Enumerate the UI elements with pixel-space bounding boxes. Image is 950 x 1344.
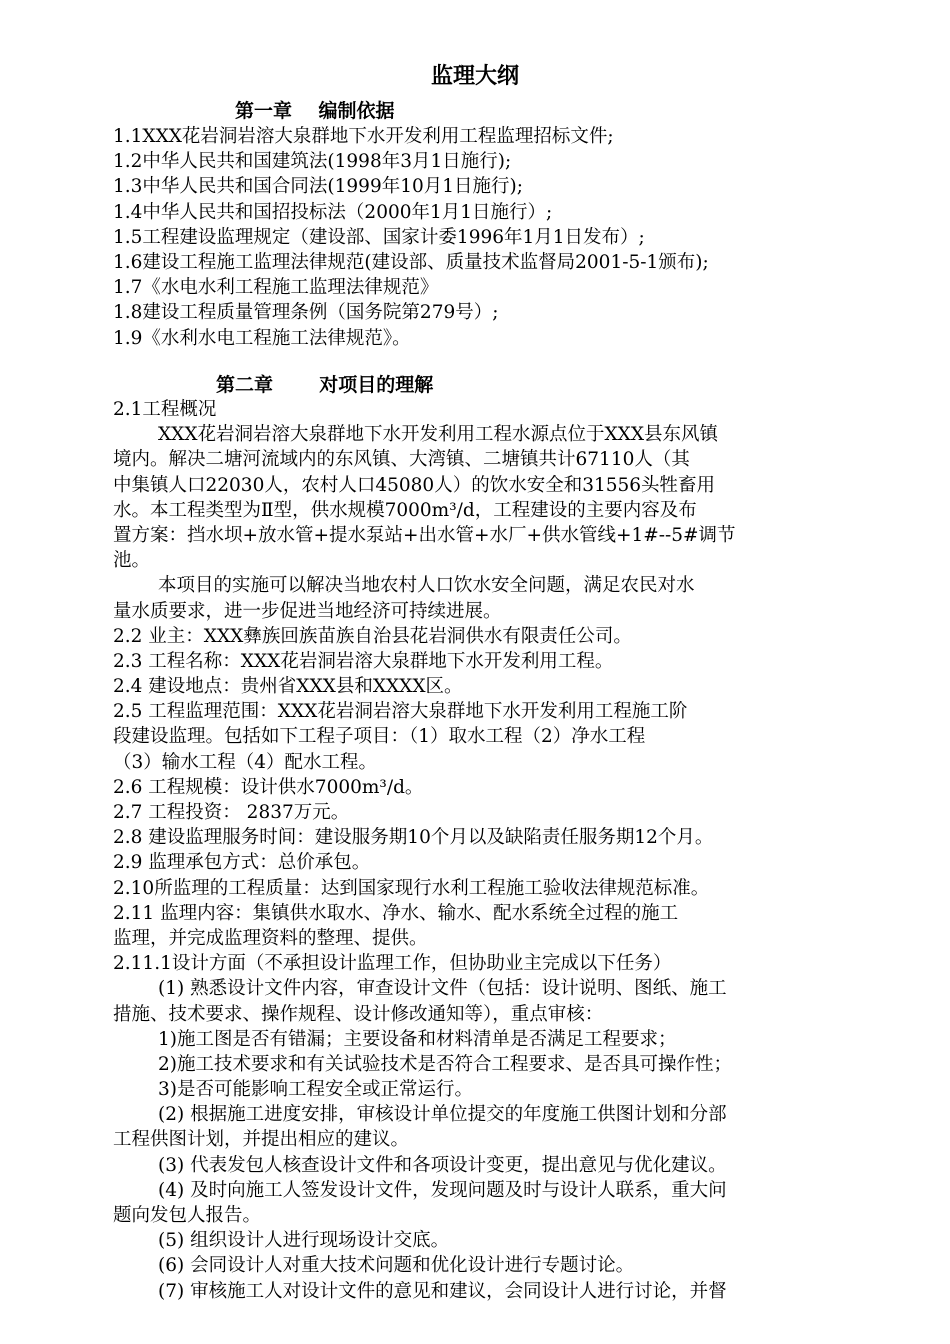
list-item: 1.1XXX花岩洞岩溶大泉群地下水开发利用工程监理招标文件; <box>113 126 614 147</box>
paragraph-line: 本项目的实施可以解决当地农村人口饮水安全问题，满足农民对水 <box>158 575 695 597</box>
paragraph-line: 段建设监理。包括如下工程子项目：（1）取水工程（2）净水工程 <box>113 726 646 748</box>
paragraph-line: 工程供图计划，并提出相应的建议。 <box>113 1129 410 1151</box>
paragraph-line: 2.1工程概况 <box>113 399 217 420</box>
paragraph-line: 2.10所监理的工程质量：达到国家现行水利工程施工验收法律规范标准。 <box>113 877 710 899</box>
paragraph-line: 3)是否可能影响工程安全或正常运行。 <box>158 1079 473 1101</box>
paragraph-line: 2.8 建设监理服务时间：建设服务期10个月以及缺陷责任服务期12个月。 <box>113 827 714 849</box>
chapter-1-heading: 第一章 编制依据 <box>235 100 395 122</box>
chapter-1-list <box>113 124 853 351</box>
list-item: 1.3中华人民共和国合同法(1999年10月1日施行); <box>113 176 523 198</box>
paragraph-line: (3) 代表发包人核查设计文件和各项设计变更，提出意见与优化建议。 <box>158 1154 727 1176</box>
paragraph-line: 2.11 监理内容：集镇供水取水、净水、输水、配水系统全过程的施工 <box>113 902 679 924</box>
paragraph-line: 水。本工程类型为Ⅱ型，供水规模7000m³/d，工程建设的主要内容及布 <box>113 499 697 521</box>
list-item: 1.8建设工程质量管理条例（国务院第279号）; <box>113 302 499 324</box>
paragraph-line: 1)施工图是否有错漏；主要设备和材料清单是否满足工程要求； <box>158 1028 677 1050</box>
paragraph-line: 池。 <box>113 550 151 572</box>
paragraph-line: (6) 会同设计人对重大技术问题和优化设计进行专题讨论。 <box>158 1255 635 1277</box>
paragraph-line: 境内。解决二塘河流域内的东风镇、大湾镇、二塘镇共计67110人（其 <box>113 449 690 471</box>
paragraph-line: 2.5 工程监理范围：XXX花岩洞岩溶大泉群地下水开发利用工程施工阶 <box>113 701 688 723</box>
paragraph-line: 2.11.1设计方面（不承担设计监理工作，但协助业主完成以下任务） <box>113 953 672 975</box>
paragraph-line: 2.6 工程规模：设计供水7000m³/d。 <box>113 776 424 798</box>
paragraph-line: （3）输水工程（4）配水工程。 <box>113 751 378 773</box>
paragraph-line: (1) 熟悉设计文件内容，审查设计文件（包括：设计说明、图纸、施工 <box>158 978 727 1000</box>
paragraph-line: 措施、技术要求、操作规程、设计修改通知等），重点审核： <box>113 1003 604 1025</box>
paragraph-line: 2.2 业主：XXX彝族回族苗族自治县花岩洞供水有限责任公司。 <box>113 625 632 647</box>
paragraph-line: (5) 组织设计人进行现场设计交底。 <box>158 1230 450 1252</box>
paragraph-line: (4) 及时向施工人签发设计文件，发现问题及时与设计人联系，重大问 <box>158 1179 727 1201</box>
chapter-2-body <box>113 397 853 1304</box>
paragraph-line: 置方案：挡水坝+放水管+提水泵站+出水管+水厂+供水管线+1#--5#调节 <box>113 524 736 546</box>
list-item: 1.7《水电水利工程施工监理法律规范》 <box>113 277 439 299</box>
paragraph-line: 2.9 监理承包方式：总价承包。 <box>113 852 371 874</box>
list-item: 1.5工程建设监理规定（建设部、国家计委1996年1月1日发布）; <box>113 226 645 248</box>
paragraph-line: (7) 审核施工人对设计文件的意见和建议，会同设计人进行讨论，并督 <box>158 1280 727 1302</box>
paragraph-line: 2.4 建设地点：贵州省XXX县和XXXX区。 <box>113 676 463 698</box>
paragraph-line: 2)施工技术要求和有关试验技术是否符合工程要求、是否具可操作性； <box>158 1053 732 1075</box>
paragraph-line: 监理，并完成监理资料的整理、提供。 <box>113 927 428 949</box>
paragraph-line: 2.3 工程名称：XXX花岩洞岩溶大泉群地下水开发利用工程。 <box>113 650 614 672</box>
paragraph-line: (2) 根据施工进度安排，审核设计单位提交的年度施工供图计划和分部 <box>158 1104 727 1126</box>
paragraph-line: 量水质要求，进一步促进当地经济可持续进展。 <box>113 600 502 622</box>
chapter-2-heading: 第二章 对项目的理解 <box>216 374 434 396</box>
paragraph-line: XXX花岩洞岩溶大泉群地下水开发利用工程水源点位于XXX县东风镇 <box>158 424 719 446</box>
document-title: 监理大纲 <box>430 63 519 89</box>
paragraph-line: 题向发包人报告。 <box>113 1205 262 1226</box>
paragraph-line: 中集镇人口22030人，农村人口45080人）的饮水安全和31556头牲畜用 <box>113 474 716 496</box>
list-item: 1.2中华人民共和国建筑法(1998年3月1日施行); <box>113 151 512 173</box>
paragraph-line: 2.7 工程投资： 2837万元。 <box>113 802 350 823</box>
list-item: 1.9《水利水电工程施工法律规范》。 <box>113 327 411 349</box>
list-item: 1.6建设工程施工监理法律规范(建设部、质量技术监督局2001-5-1颁布); <box>113 251 709 273</box>
list-item: 1.4中华人民共和国招投标法（2000年1月1日施行）; <box>113 201 553 223</box>
